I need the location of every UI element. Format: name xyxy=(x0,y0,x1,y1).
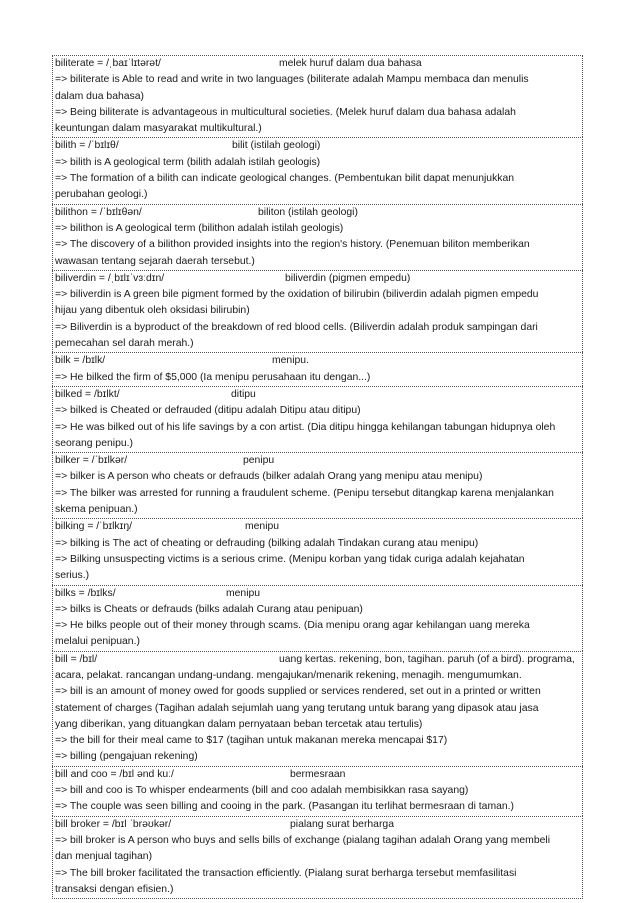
entry-line: seorang penipu.) xyxy=(55,437,133,449)
entry-line: statement of charges (Tagihan adalah sejumlah uang yang terutang untuk barang yang dipasok atau jasa xyxy=(55,702,539,714)
dictionary-entry xyxy=(52,766,583,816)
entry-headword-line xyxy=(55,519,581,535)
entry-headword-line xyxy=(55,817,581,833)
entry-meaning: uang kertas. rekening, bon, tagihan. paruh (of a bird). programa, xyxy=(279,653,575,665)
entry-meaning: penipu xyxy=(243,455,275,467)
entry-line: => Biliverdin is a byproduct of the breakdown of red blood cells. (Biliverdin adalah produk sampingan dari xyxy=(55,321,538,333)
entry-line: => The couple was seen billing and cooing in the park. (Pasangan itu terlihat bermesraan di taman.) xyxy=(55,801,515,813)
dictionary-entry xyxy=(52,386,583,452)
entry-line: yang diberikan, yang dituangkan dalam pernyataan beban tercetak atau tertulis) xyxy=(55,718,423,730)
entry-term: bilked = /bɪlkt/ xyxy=(55,388,120,400)
dictionary-entry xyxy=(52,452,583,518)
dictionary-sheet xyxy=(52,55,583,899)
entry-line: => bilithon is A geological term (bilithon adalah istilah geologis) xyxy=(55,222,344,234)
entry-meaning: bilit (istilah geologi) xyxy=(232,140,321,152)
entry-line: skema penipuan.) xyxy=(55,504,138,516)
entry-headword-line xyxy=(55,56,581,72)
entry-line: => He bilks people out of their money through scams. (Dia menipu orang agar kehilangan uang mereka xyxy=(55,620,530,632)
entry-line: dan menjual tagihan) xyxy=(55,851,153,863)
entry-line: => Bilking unsuspecting victims is a serious crime. (Menipu korban yang tidak curiga adalah kejahatan xyxy=(55,553,525,565)
entry-meaning: menipu. xyxy=(272,355,309,367)
entry-line: => He bilked the firm of $5,000 (Ia menipu perusahaan itu dengan...) xyxy=(55,371,371,383)
entry-term: bill and coo = /bɪl ənd kuː/ xyxy=(55,768,174,780)
entry-line: wawasan tentang sejarah daerah tersebut.) xyxy=(55,255,255,267)
entry-headword-line xyxy=(55,453,581,469)
entry-line: => biliterate is Able to read and write in two languages (biliterate adalah Mampu membaca dan menulis xyxy=(55,74,529,86)
entry-headword-line xyxy=(55,652,581,668)
entry-headword-line xyxy=(55,138,581,154)
entry-line: => bilker is A person who cheats or defrauds (bilker adalah Orang yang menipu atau menipu) xyxy=(55,471,483,483)
entry-line: => bilith is A geological term (bilith adalah istilah geologis) xyxy=(55,156,321,168)
entry-line: perubahan geologi.) xyxy=(55,189,148,201)
dictionary-entry xyxy=(52,518,583,584)
entry-headword-line xyxy=(55,586,581,602)
entry-line: melalui penipuan.) xyxy=(55,636,140,648)
entry-line: => The formation of a bilith can indicate geological changes. (Pembentukan bilit dapat menunjukkan xyxy=(55,173,515,185)
entry-line: transaksi dengan efisien.) xyxy=(55,883,174,895)
entry-term: bilk = /bɪlk/ xyxy=(55,355,106,367)
entry-meaning: ditipu xyxy=(231,388,256,400)
entry-headword-line xyxy=(55,387,581,403)
entry-meaning: bermesraan xyxy=(290,768,346,780)
entry-meaning: menipu xyxy=(245,521,280,533)
entry-line: => bilked is Cheated or defrauded (ditipu adalah Ditipu atau ditipu) xyxy=(55,405,361,417)
dictionary-entry xyxy=(52,816,583,899)
entry-headword-line xyxy=(55,271,581,287)
entry-line: dalam dua bahasa) xyxy=(55,90,144,102)
entry-line: => bilks is Cheats or defrauds (bilks adalah Curang atau penipuan) xyxy=(55,603,363,615)
dictionary-entry xyxy=(52,352,583,386)
entry-meaning: biliverdin (pigmen empedu) xyxy=(285,272,411,284)
entry-term: bilks = /bɪlks/ xyxy=(55,587,116,599)
entry-meaning: menipu xyxy=(226,587,261,599)
entry-headword-line xyxy=(55,205,581,221)
entry-term: bilking = /ˈbɪlkɪŋ/ xyxy=(55,521,132,533)
entry-line: pemecahan sel darah merah.) xyxy=(55,338,194,350)
entry-term: bilker = /ˈbɪlkər/ xyxy=(55,455,128,467)
entry-line: => The bilker was arrested for running a fraudulent scheme. (Penipu tersebut ditangkap karena menjalankan xyxy=(55,487,554,499)
entry-meaning: pialang surat berharga xyxy=(290,818,394,830)
entry-line: => bill and coo is To whisper endearments (bill and coo adalah membisikkan rasa sayang) xyxy=(55,785,469,797)
entry-line: => The discovery of a bilithon provided insights into the region's history. (Penemuan biliton memberikan xyxy=(55,239,530,251)
entry-term: bilithon = /ˈbɪlɪθən/ xyxy=(55,206,142,218)
entry-headword-line xyxy=(55,767,581,783)
entry-line: => biliverdin is A green bile pigment formed by the oxidation of bilirubin (biliverdin adalah pigmen empedu xyxy=(55,289,539,301)
dictionary-entry xyxy=(52,137,583,203)
entry-line: => bill broker is A person who buys and sells bills of exchange (pialang tagihan adalah Orang yang membeli xyxy=(55,834,551,846)
entry-line: serius.) xyxy=(55,570,90,582)
dictionary-entry xyxy=(52,270,583,352)
entry-line: => the bill for their meal came to $17 (tagihan untuk makanan mereka mencapai $17) xyxy=(55,735,448,747)
entry-term: bill = /bɪl/ xyxy=(55,653,98,665)
entry-term: biliverdin = /ˌbɪlɪˈvɜːdɪn/ xyxy=(55,272,165,284)
entry-term: biliterate = /ˌbaɪˈlɪtərət/ xyxy=(55,58,161,69)
entry-line: acara, pelakat. rancangan undang-undang. mengajukan/menarik rekening, menagih. mengumumkan. xyxy=(55,669,522,681)
dictionary-entry xyxy=(52,585,583,651)
entry-term: bill broker = /bɪl ˈbrəʊkər/ xyxy=(55,818,172,830)
dictionary-entry xyxy=(52,204,583,270)
entry-line: => He was bilked out of his life savings by a con artist. (Dia ditipu hingga kehilangan tabungan hidupnya oleh xyxy=(55,421,556,433)
dictionary-entry xyxy=(52,651,583,766)
entry-line: => The bill broker facilitated the transaction efficiently. (Pialang surat berharga tersebut memfasilitasi xyxy=(55,867,517,879)
entry-line: => bilking is The act of cheating or defrauding (bilking adalah Tindakan curang atau menipu) xyxy=(55,537,479,549)
entry-headword-line xyxy=(55,353,581,369)
entry-term: bilith = /ˈbɪlɪθ/ xyxy=(55,140,119,152)
entry-line: => billing (pengajuan rekening) xyxy=(55,751,198,763)
dictionary-entry xyxy=(52,55,583,137)
entry-meaning: biliton (istilah geologi) xyxy=(258,206,358,218)
entry-line: => Being biliterate is advantageous in multicultural societies. (Melek huruf dalam dua bahasa adalah xyxy=(55,106,516,118)
entry-line: => bill is an amount of money owed for goods supplied or services rendered, set out in a printed or written xyxy=(55,686,541,698)
entry-line: keuntungan dalam masyarakat multikultural.) xyxy=(55,123,262,135)
entry-meaning: melek huruf dalam dua bahasa xyxy=(279,58,422,69)
entry-line: hijau yang dibentuk oleh oksidasi bilirubin) xyxy=(55,305,250,317)
